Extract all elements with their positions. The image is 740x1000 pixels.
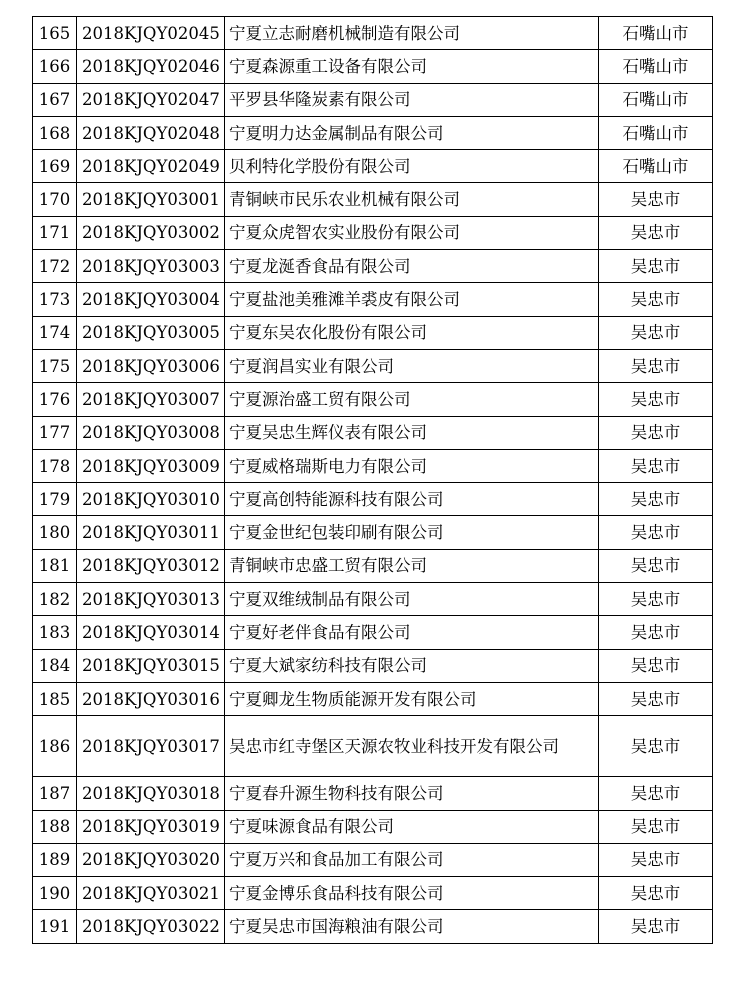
row-number-cell: 176	[33, 383, 77, 416]
row-number-cell: 172	[33, 250, 77, 283]
record-code-cell: 2018KJQY02048	[77, 116, 225, 149]
table-row	[33, 17, 713, 50]
row-number-cell: 165	[33, 17, 77, 50]
row-number-cell: 191	[33, 910, 77, 943]
company-name-cell: 平罗县华隆炭素有限公司	[225, 83, 599, 116]
table-row	[33, 449, 713, 482]
table-row	[33, 383, 713, 416]
city-cell: 吴忠市	[599, 810, 713, 843]
table-row	[33, 616, 713, 649]
table-row	[33, 716, 713, 777]
company-name-cell: 宁夏吴忠生辉仪表有限公司	[225, 416, 599, 449]
company-name-cell: 宁夏金世纪包装印刷有限公司	[225, 516, 599, 549]
row-number-cell: 170	[33, 183, 77, 216]
city-cell: 吴忠市	[599, 910, 713, 943]
record-code-cell: 2018KJQY03005	[77, 316, 225, 349]
city-cell: 吴忠市	[599, 516, 713, 549]
table-row	[33, 843, 713, 876]
row-number-cell: 180	[33, 516, 77, 549]
table-row	[33, 150, 713, 183]
city-cell: 吴忠市	[599, 183, 713, 216]
record-code-cell: 2018KJQY03001	[77, 183, 225, 216]
row-number-cell: 174	[33, 316, 77, 349]
record-code-cell: 2018KJQY03009	[77, 449, 225, 482]
table-row	[33, 483, 713, 516]
record-code-cell: 2018KJQY03018	[77, 777, 225, 810]
company-name-cell: 宁夏东吴农化股份有限公司	[225, 316, 599, 349]
city-cell: 吴忠市	[599, 616, 713, 649]
row-number-cell: 175	[33, 349, 77, 382]
row-number-cell: 168	[33, 116, 77, 149]
row-number-cell: 188	[33, 810, 77, 843]
company-name-cell: 吴忠市红寺堡区天源农牧业科技开发有限公司	[225, 716, 599, 777]
record-code-cell: 2018KJQY02049	[77, 150, 225, 183]
record-code-cell: 2018KJQY03022	[77, 910, 225, 943]
record-code-cell: 2018KJQY03006	[77, 349, 225, 382]
record-code-cell: 2018KJQY03012	[77, 549, 225, 582]
row-number-cell: 179	[33, 483, 77, 516]
city-cell: 吴忠市	[599, 449, 713, 482]
company-name-cell: 宁夏双维绒制品有限公司	[225, 583, 599, 616]
company-name-cell: 宁夏众虎智农实业股份有限公司	[225, 216, 599, 249]
company-name-cell: 宁夏威格瑞斯电力有限公司	[225, 449, 599, 482]
record-code-cell: 2018KJQY03019	[77, 810, 225, 843]
city-cell: 吴忠市	[599, 649, 713, 682]
row-number-cell: 177	[33, 416, 77, 449]
company-name-cell: 宁夏好老伴食品有限公司	[225, 616, 599, 649]
table-row	[33, 316, 713, 349]
record-code-cell: 2018KJQY03021	[77, 877, 225, 910]
table-row	[33, 183, 713, 216]
city-cell: 吴忠市	[599, 383, 713, 416]
table-row	[33, 649, 713, 682]
city-cell: 吴忠市	[599, 349, 713, 382]
city-cell: 石嘴山市	[599, 17, 713, 50]
table-row	[33, 50, 713, 83]
city-cell: 吴忠市	[599, 716, 713, 777]
city-cell: 吴忠市	[599, 316, 713, 349]
company-name-cell: 宁夏吴忠市国海粮油有限公司	[225, 910, 599, 943]
table-row	[33, 682, 713, 715]
table-row	[33, 216, 713, 249]
row-number-cell: 166	[33, 50, 77, 83]
record-code-cell: 2018KJQY03016	[77, 682, 225, 715]
row-number-cell: 187	[33, 777, 77, 810]
company-name-cell: 宁夏春升源生物科技有限公司	[225, 777, 599, 810]
city-cell: 吴忠市	[599, 583, 713, 616]
record-code-cell: 2018KJQY02046	[77, 50, 225, 83]
company-name-cell: 宁夏盐池美雅滩羊裘皮有限公司	[225, 283, 599, 316]
company-name-cell: 宁夏明力达金属制品有限公司	[225, 116, 599, 149]
company-name-cell: 宁夏万兴和食品加工有限公司	[225, 843, 599, 876]
table-row	[33, 116, 713, 149]
city-cell: 吴忠市	[599, 843, 713, 876]
company-name-cell: 宁夏高创特能源科技有限公司	[225, 483, 599, 516]
city-cell: 吴忠市	[599, 777, 713, 810]
record-code-cell: 2018KJQY03011	[77, 516, 225, 549]
company-name-cell: 宁夏卿龙生物质能源开发有限公司	[225, 682, 599, 715]
company-name-cell: 宁夏味源食品有限公司	[225, 810, 599, 843]
record-code-cell: 2018KJQY03004	[77, 283, 225, 316]
record-code-cell: 2018KJQY03007	[77, 383, 225, 416]
company-name-cell: 宁夏源治盛工贸有限公司	[225, 383, 599, 416]
row-number-cell: 169	[33, 150, 77, 183]
city-cell: 吴忠市	[599, 283, 713, 316]
table-row	[33, 283, 713, 316]
record-code-cell: 2018KJQY03020	[77, 843, 225, 876]
row-number-cell: 185	[33, 682, 77, 715]
table-row	[33, 777, 713, 810]
record-code-cell: 2018KJQY03003	[77, 250, 225, 283]
city-cell: 吴忠市	[599, 877, 713, 910]
record-code-cell: 2018KJQY02047	[77, 83, 225, 116]
table-body	[33, 17, 713, 944]
row-number-cell: 186	[33, 716, 77, 777]
city-cell: 石嘴山市	[599, 116, 713, 149]
company-list-table	[32, 16, 713, 944]
table-row	[33, 250, 713, 283]
row-number-cell: 178	[33, 449, 77, 482]
table-row	[33, 349, 713, 382]
record-code-cell: 2018KJQY03017	[77, 716, 225, 777]
row-number-cell: 183	[33, 616, 77, 649]
record-code-cell: 2018KJQY03013	[77, 583, 225, 616]
table-row	[33, 416, 713, 449]
city-cell: 吴忠市	[599, 216, 713, 249]
city-cell: 吴忠市	[599, 250, 713, 283]
company-name-cell: 宁夏龙涎香食品有限公司	[225, 250, 599, 283]
city-cell: 吴忠市	[599, 549, 713, 582]
record-code-cell: 2018KJQY03015	[77, 649, 225, 682]
table-row	[33, 583, 713, 616]
row-number-cell: 167	[33, 83, 77, 116]
record-code-cell: 2018KJQY03010	[77, 483, 225, 516]
company-name-cell: 宁夏润昌实业有限公司	[225, 349, 599, 382]
table-row	[33, 516, 713, 549]
city-cell: 石嘴山市	[599, 150, 713, 183]
city-cell: 石嘴山市	[599, 83, 713, 116]
city-cell: 吴忠市	[599, 416, 713, 449]
row-number-cell: 182	[33, 583, 77, 616]
city-cell: 吴忠市	[599, 682, 713, 715]
city-cell: 石嘴山市	[599, 50, 713, 83]
row-number-cell: 173	[33, 283, 77, 316]
company-name-cell: 贝利特化学股份有限公司	[225, 150, 599, 183]
table-row	[33, 549, 713, 582]
row-number-cell: 189	[33, 843, 77, 876]
table-row	[33, 877, 713, 910]
record-code-cell: 2018KJQY02045	[77, 17, 225, 50]
table-row	[33, 810, 713, 843]
row-number-cell: 181	[33, 549, 77, 582]
table-row	[33, 910, 713, 943]
city-cell: 吴忠市	[599, 483, 713, 516]
company-name-cell: 青铜峡市民乐农业机械有限公司	[225, 183, 599, 216]
row-number-cell: 190	[33, 877, 77, 910]
record-code-cell: 2018KJQY03002	[77, 216, 225, 249]
row-number-cell: 171	[33, 216, 77, 249]
company-name-cell: 宁夏立志耐磨机械制造有限公司	[225, 17, 599, 50]
company-name-cell: 宁夏金博乐食品科技有限公司	[225, 877, 599, 910]
company-name-cell: 宁夏大斌家纺科技有限公司	[225, 649, 599, 682]
company-name-cell: 青铜峡市忠盛工贸有限公司	[225, 549, 599, 582]
table-row	[33, 83, 713, 116]
row-number-cell: 184	[33, 649, 77, 682]
company-name-cell: 宁夏森源重工设备有限公司	[225, 50, 599, 83]
record-code-cell: 2018KJQY03014	[77, 616, 225, 649]
record-code-cell: 2018KJQY03008	[77, 416, 225, 449]
